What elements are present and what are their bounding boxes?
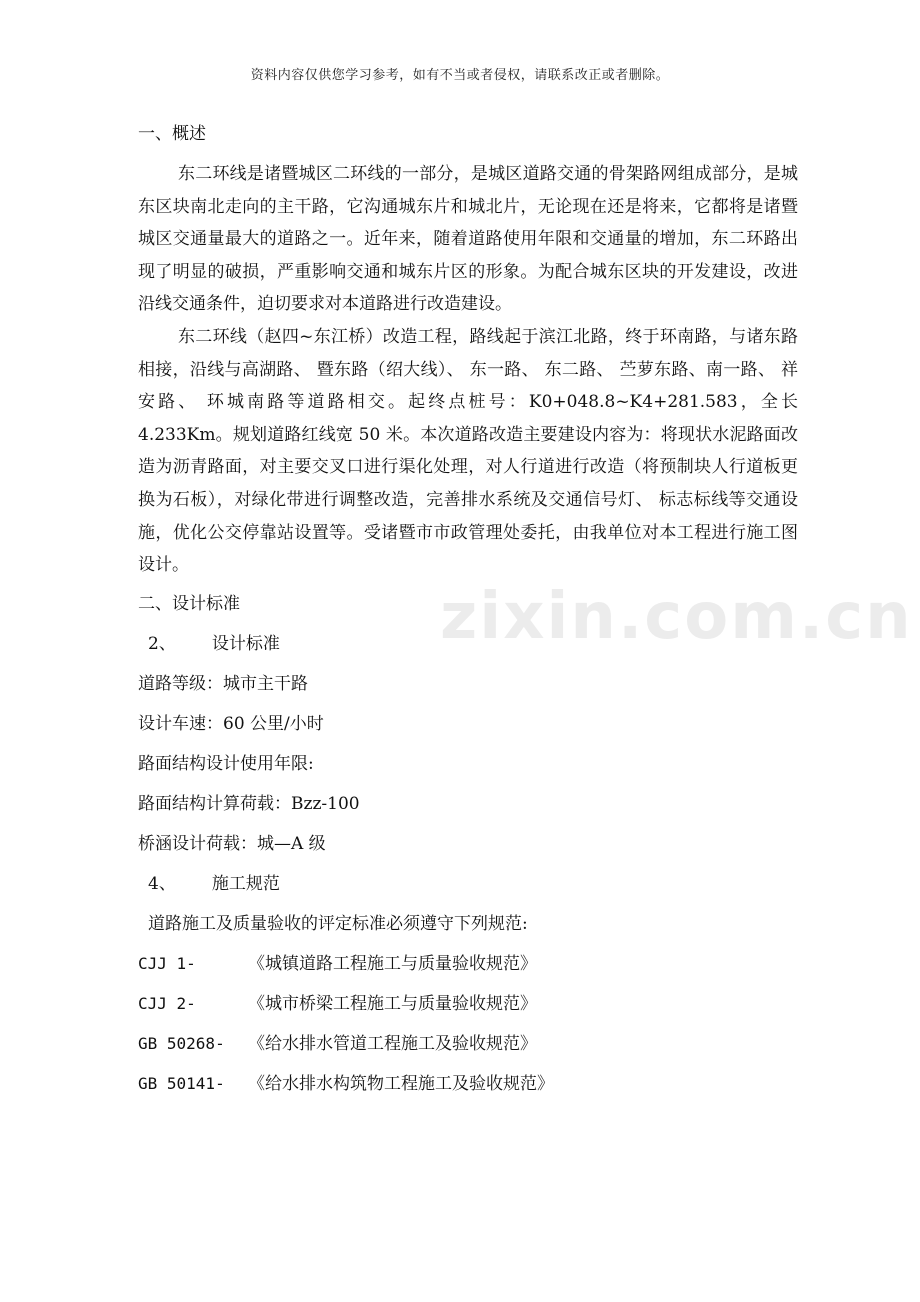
standard-item-road-class: 道路等级：城市主干路 [138, 673, 308, 694]
norm-name: 《城镇道路工程施工与质量验收规范》 [248, 953, 537, 974]
norm-name: 《给水排水构筑物工程施工及验收规范》 [248, 1073, 554, 1094]
norm-name: 《城市桥梁工程施工与质量验收规范》 [248, 993, 537, 1014]
document-body [138, 118, 798, 1108]
standard-item-pavement-load: 路面结构计算荷载：Bzz-100 [138, 793, 360, 814]
standard-item-bridge-load: 桥涵设计荷载：城—A 级 [138, 833, 326, 854]
norm-code: CJJ 1- [138, 953, 196, 973]
subsection-title: 设计标准 [211, 633, 280, 654]
norm-row [138, 1028, 798, 1068]
norm-name: 《给水排水管道工程施工及验收规范》 [248, 1033, 537, 1054]
norm-code: GB 50141- [138, 1073, 225, 1093]
header-disclaimer: 资料内容仅供您学习参考，如有不当或者侵权，请联系改正或者删除。 [250, 68, 670, 83]
standard-item-service-life: 路面结构设计使用年限: [138, 753, 314, 774]
subsection-number: 2、 [148, 633, 176, 654]
norms-intro: 道路施工及质量验收的评定标准必须遵守下列规范: [148, 913, 528, 934]
subsection-number: 4、 [148, 873, 176, 894]
norm-row [138, 1068, 798, 1108]
section-1-paragraph-2: 东二环线（赵四~东江桥）改造工程，路线起于滨江北路，终于环南路，与诸东路相接，沿线与高湖路、 暨东路（绍大线）、 东一路、 东二路、 苎萝东路、南一路、 祥安路、 环城南路等道路相交。起终点桩号：K0+048.8~K4+281.583，全长 4.233Km。规划道路红线宽 50 米。本次道路改造主要建设内容为：将现状水泥路面改造为沥青路面，对主要交叉口进行渠化处理，对人行道进行改造（将预制块人行道板更换为石板），对绿化带进行调整改造，完善排水系统及交通信号灯、 标志标线等交通设施，优化公交停靠站设置等。受诸暨市市政管理处委托，由我单位对本工程进行施工图设计。 [138, 326, 798, 576]
subsection-design-standard [138, 628, 798, 668]
standard-item-design-speed: 设计车速：60 公里/小时 [138, 713, 324, 734]
section-2-title: 二、设计标准 [138, 593, 240, 614]
watermark-text: zixin.com.cn [440, 580, 913, 654]
subsection-construction-norms [138, 868, 798, 908]
norm-row [138, 948, 798, 988]
subsection-title: 施工规范 [211, 873, 280, 894]
section-1-paragraph-1: 东二环线是诸暨城区二环线的一部分，是城区道路交通的骨架路网组成部分，是城东区块南北走向的主干路，它沟通城东片和城北片，无论现在还是将来，它都将是诸暨城区交通量最大的道路之一。近年来，随着道路使用年限和交通量的增加，东二环路出现了明显的破损，严重影响交通和城东片区的形象。为配合城东区块的开发建设，改进沿线交通条件，迫切要求对本道路进行改造建设。 [138, 164, 798, 315]
norm-code: CJJ 2- [138, 993, 196, 1013]
section-1-title: 一、概述 [138, 124, 206, 144]
norm-code: GB 50268- [138, 1033, 225, 1053]
norm-row [138, 988, 798, 1028]
